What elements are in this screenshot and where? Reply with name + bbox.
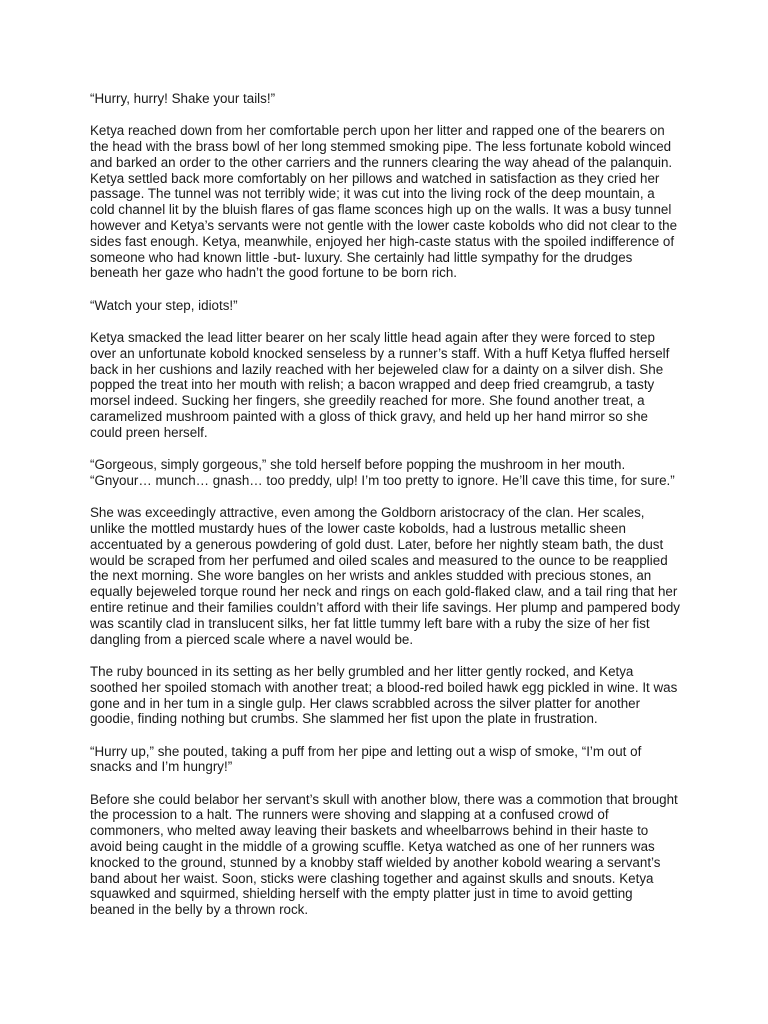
paragraph-3: “Watch your step, idiots!” [90,297,238,313]
paragraph-6: She was exceedingly attractive, even among the Goldborn aristocracy of the clan. Her scales, unlike the mottled mustardy hues of the lower caste kobolds, had a lustrous metallic sheen accentuated by a generous powdering of gold dust. Later, before her nightly steam bath, the dust would be scraped from her perfumed and oiled scales and measured to the ounce to be reapplied the next morning. She wore bangles on her wrists and ankles studded with precious stones, an equally bejeweled torque round her neck and rings on each gold-flaked claw, and a tail ring that her entire retinue and their families couldn’t afford with their life savings. Her plump and pampered body was scantily clad in translucent silks, her fat little tummy left bare with a ruby the size of her fist dangling from a pierced scale where a navel would be. [90,505,681,647]
document-page [90,91,680,935]
paragraph-2: Ketya reached down from her comfortable perch upon her litter and rapped one of the bearers on the head with the brass bowl of her long stemmed smoking pipe. The less fortunate kobold winced and barked an order to the other carriers and the runners clearing the way ahead of the palanquin. Ketya settled back more comfortably on her pillows and watched in satisfaction as they cried her passage. The tunnel was not terribly wide; it was cut into the living rock of the deep mountain, a cold channel lit by the bluish flares of gas flame sconces high up on the walls. It was a busy tunnel however and Ketya’s servants were not gentle with the lower caste kobolds who did not clear to the sides fast enough. Ketya, meanwhile, enjoyed her high-caste status with the spoiled indifference of someone who had known little -but- luxury. She certainly had little sympathy for the drudges beneath her gaze who hadn’t the good fortune to be born rich. [90,123,678,281]
paragraph-4: Ketya smacked the lead litter bearer on her scaly little head again after they were forced to step over an unfortunate kobold knocked senseless by a runner’s staff. With a huff Ketya fluffed herself back in her cushions and lazily reached with her bejeweled claw for a dainty on a silver dish. She popped the treat into her mouth with relish; a bacon wrapped and deep fried creamgrub, a tasty morsel indeed. Sucking her fingers, she greedily reached for more. She found another treat, a caramelized mushroom painted with a gloss of thick gravy, and held up her hand mirror so she could preen herself. [90,330,670,440]
paragraph-8: “Hurry up,” she pouted, taking a puff from her pipe and letting out a wisp of smoke, “I’m out of snacks and I’m hungry!” [90,743,642,775]
paragraph-7: The ruby bounced in its setting as her belly grumbled and her litter gently rocked, and Ketya soothed her spoiled stomach with another treat; a blood-red boiled hawk egg pickled in wine. It was gone and in her tum in a single gulp. Her claws scrabbled across the silver platter for another goodie, finding nothing but crumbs. She slammed her fist upon the plate in frustration. [90,663,678,727]
paragraph-9: Before she could belabor her servant’s skull with another blow, there was a commotion that brought the procession to a halt. The runners were shoving and slapping at a confused crowd of commoners, who melted away leaving their baskets and wheelbarrows behind in their haste to avoid being caught in the middle of a growing scuffle. Ketya watched as one of her runners was knocked to the ground, stunned by a knobby staff wielded by another kobold wearing a servant’s band about her waist. Soon, sticks were clashing together and against skulls and snouts. Ketya squawked and squirmed, shielding herself with the empty platter just in time to avoid getting beaned in the belly by a thrown rock. [90,791,678,918]
paragraph-5: “Gorgeous, simply gorgeous,” she told herself before popping the mushroom in her mouth. “Gnyour… munch… gnash… too preddy, ulp! I’m too pretty to ignore. He’ll cave this time, for sure.” [90,457,675,488]
paragraph-1: “Hurry, hurry! Shake your tails!” [90,91,276,106]
